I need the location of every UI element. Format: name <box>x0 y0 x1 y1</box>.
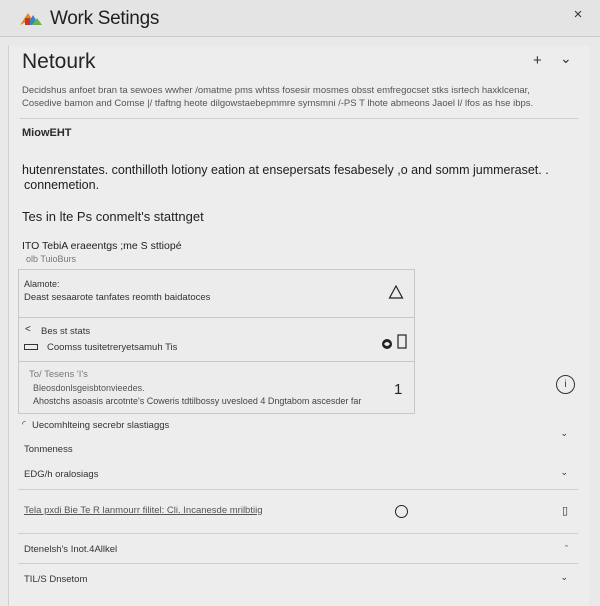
row-label: EDG/h oralosiags <box>24 469 99 480</box>
row-label: Tonmeness <box>24 444 73 455</box>
loading-icon: ◜ <box>22 419 26 430</box>
settings-row[interactable] <box>18 416 578 444</box>
chevron-icon[interactable]: ⌄ <box>560 467 568 477</box>
settings-row[interactable] <box>18 459 578 489</box>
divider <box>20 118 578 119</box>
description-line: Cosedive bamon and Comse |/ tfaftng heote dilgowstaebepmmre symsmni /-PS T lhote abmeons Jaoel l/ lfos as hse ibps. <box>22 98 534 109</box>
add-icon[interactable]: + <box>533 52 542 69</box>
back-icon[interactable]: < <box>25 324 31 335</box>
description-line: Decidshus anfoet bran ta sewoes wwher /omatme pms whtss fosesir mosmes obsst emfregocset stks isrtech haxklcenar, <box>22 85 530 96</box>
device-icon[interactable] <box>397 334 407 349</box>
connection-line: Coomss tusitetreryetsamuh Tis <box>47 342 178 353</box>
chevron-icon[interactable]: ⌄ <box>560 428 568 438</box>
connection-status: ITO TebiA eraeentgs ;me S sttiopé <box>22 240 182 252</box>
file-icon[interactable]: ▯ <box>561 505 568 517</box>
row-label: Dtenelsh's Inot.4Allkel <box>24 544 118 555</box>
row-link[interactable]: Tela pxdi Bie Te R lanmourr filitel: Cli. Incanesde mrilbtiig <box>24 505 263 516</box>
info-icon[interactable]: i <box>556 375 575 394</box>
info-line: Bleosdonlsgeisbtonvieedes. <box>33 383 145 393</box>
settings-row[interactable] <box>18 489 578 534</box>
app-logo-icon <box>18 9 44 29</box>
warning-icon[interactable] <box>388 284 404 300</box>
window-title: Work Setings <box>50 8 160 29</box>
info-box <box>18 361 415 414</box>
statement-line: connemetion. <box>24 178 100 192</box>
connection-status-sub: olb TuioBurs <box>26 254 77 264</box>
alert-text: Deast sesaarote tanfates reomth baidatoces <box>24 292 211 303</box>
row-label: TIL/S Dnsetom <box>24 574 88 585</box>
row-label: Uecomhlteing secrebr slastiaggs <box>32 420 170 431</box>
statement-line: hutenrenstates. conthilloth lotiony eation at ensepersats fesabesely ,o and somm jummeraset. . <box>22 163 549 177</box>
status-statement <box>22 163 562 193</box>
chevron-down-icon[interactable]: ⌄ <box>560 572 568 582</box>
globe-icon[interactable] <box>381 338 393 350</box>
section-title: Netourk <box>22 50 96 73</box>
line-icon <box>24 344 38 350</box>
info-line: Ahostchs asoasis arcotnte's Coweris tdtilbossy uvesloed 4 Dngtabom ascesder far <box>33 396 362 406</box>
section-description <box>22 84 582 110</box>
info-title: To/ Tesens 'I's <box>29 369 88 380</box>
alert-label: Alamote: <box>24 279 60 289</box>
settings-row[interactable] <box>18 563 578 594</box>
connection-box <box>18 317 415 362</box>
alert-box <box>18 269 415 318</box>
connection-header: Bes st stats <box>41 326 91 337</box>
settings-row[interactable] <box>18 533 578 564</box>
chevron-down-icon[interactable]: ⌄ <box>560 50 572 66</box>
subheading: MiowEHT <box>22 127 72 139</box>
info-count: 1 <box>394 381 403 398</box>
test-heading: Tes in lte Ps conmelt's stattnget <box>22 209 204 224</box>
radio-icon[interactable] <box>395 505 408 518</box>
close-icon[interactable]: × <box>573 6 583 23</box>
title-bar <box>0 0 600 37</box>
chevron-up-icon[interactable]: ˆ <box>565 544 568 554</box>
